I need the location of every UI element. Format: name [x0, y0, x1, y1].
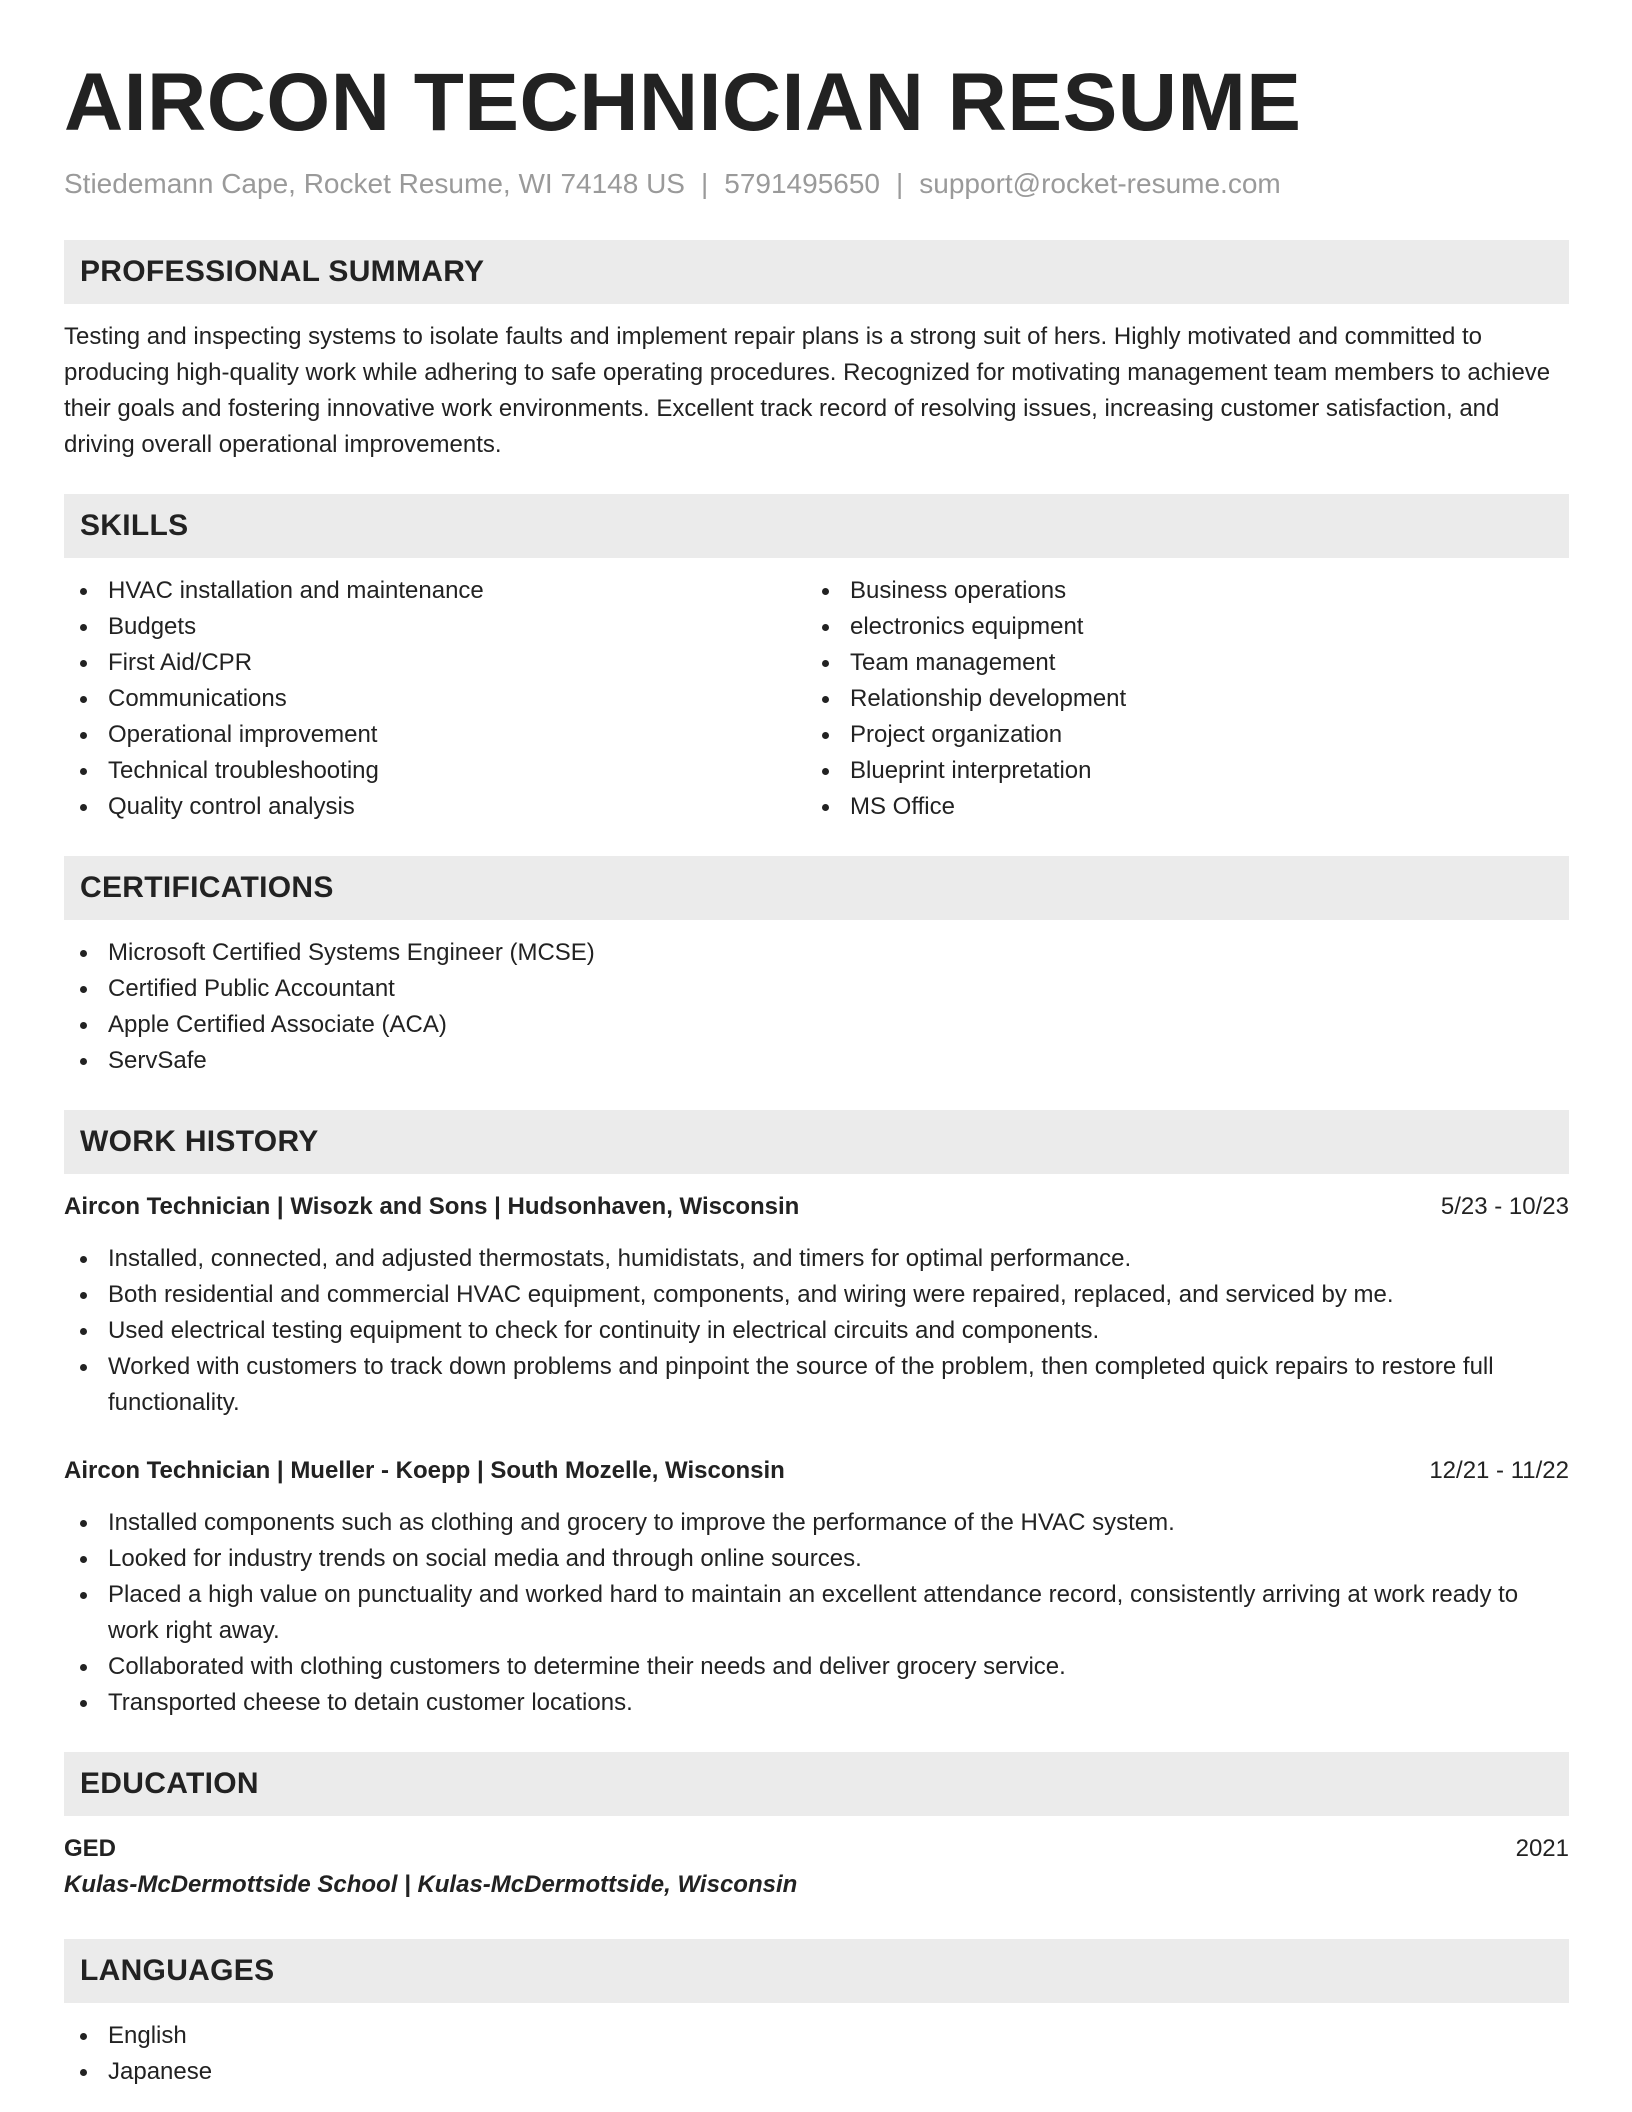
job-bullet: Installed, connected, and adjusted thermostats, humidistats, and timers for optimal performance.	[64, 1241, 1569, 1277]
certification-item: Apple Certified Associate (ACA)	[64, 1007, 1569, 1043]
skills-list-left	[64, 573, 806, 825]
job-bullet: Looked for industry trends on social media and through online sources.	[64, 1541, 1569, 1577]
resume-title: AIRCON TECHNICIAN RESUME	[64, 57, 1302, 148]
contact-line	[64, 168, 1569, 200]
education-school: Kulas-McDermottside School | Kulas-McDermottside, Wisconsin	[64, 1871, 798, 1898]
section-heading-education: EDUCATION	[64, 1752, 1569, 1816]
section-heading-summary: PROFESSIONAL SUMMARY	[64, 240, 1569, 304]
skill-item: Communications	[64, 681, 806, 717]
skills-section	[64, 494, 1569, 825]
job-entry	[64, 1453, 1569, 1721]
job-title: Aircon Technician | Wisozk and Sons | Hudsonhaven, Wisconsin	[64, 1193, 800, 1220]
job-bullet: Transported cheese to detain customer locations.	[64, 1685, 1569, 1721]
section-heading-certifications: CERTIFICATIONS	[64, 856, 1569, 920]
summary-section	[64, 240, 1569, 463]
job-header	[64, 1453, 1569, 1489]
skill-item: Operational improvement	[64, 717, 806, 753]
skill-item: Budgets	[64, 609, 806, 645]
work-history-section	[64, 1110, 1569, 1721]
section-heading-skills: SKILLS	[64, 494, 1569, 558]
certifications-section	[64, 856, 1569, 1079]
section-heading-work-history: WORK HISTORY	[64, 1110, 1569, 1174]
education-section	[64, 1752, 1569, 1903]
job-bullet: Collaborated with clothing customers to determine their needs and deliver grocery service.	[64, 1649, 1569, 1685]
skill-item: HVAC installation and maintenance	[64, 573, 806, 609]
certification-item: Microsoft Certified Systems Engineer (MCSE)	[64, 935, 1569, 971]
skill-item: Technical troubleshooting	[64, 753, 806, 789]
job-header	[64, 1189, 1569, 1225]
contact-address: Stiedemann Cape, Rocket Resume, WI 74148 US	[64, 168, 685, 199]
skill-item: First Aid/CPR	[64, 645, 806, 681]
skill-item: Project organization	[806, 717, 1548, 753]
education-year: 2021	[1515, 1835, 1569, 1862]
languages-section	[64, 1939, 1569, 2090]
certifications-list	[64, 935, 1569, 1079]
contact-email: support@rocket-resume.com	[919, 168, 1281, 199]
languages-list	[64, 2018, 1569, 2090]
job-entry	[64, 1189, 1569, 1421]
skill-item: Team management	[806, 645, 1548, 681]
certification-item: ServSafe	[64, 1043, 1569, 1079]
contact-phone: 5791495650	[724, 168, 880, 199]
job-bullet: Used electrical testing equipment to check for continuity in electrical circuits and components.	[64, 1313, 1569, 1349]
certification-item: Certified Public Accountant	[64, 971, 1569, 1007]
skill-item: Quality control analysis	[64, 789, 806, 825]
skill-item: MS Office	[806, 789, 1548, 825]
skill-item: Blueprint interpretation	[806, 753, 1548, 789]
section-heading-languages: LANGUAGES	[64, 1939, 1569, 2003]
job-dates: 12/21 - 11/22	[1429, 1457, 1569, 1484]
education-degree: GED	[64, 1835, 117, 1862]
job-bullet: Placed a high value on punctuality and worked hard to maintain an excellent attendance record, consistently arriving at work ready to work right away.	[64, 1577, 1569, 1649]
job-bullet: Worked with customers to track down problems and pinpoint the source of the problem, then completed quick repairs to restore full functionality.	[64, 1349, 1569, 1421]
education-header	[64, 1831, 1569, 1867]
job-bullet: Installed components such as clothing and grocery to improve the performance of the HVAC system.	[64, 1505, 1569, 1541]
contact-separator: |	[896, 168, 904, 199]
job-title: Aircon Technician | Mueller - Koepp | South Mozelle, Wisconsin	[64, 1457, 785, 1484]
job-dates: 5/23 - 10/23	[1440, 1193, 1569, 1220]
job-bullet: Both residential and commercial HVAC equipment, components, and wiring were repaired, replaced, and serviced by me.	[64, 1277, 1569, 1313]
job-bullets	[64, 1241, 1569, 1421]
skill-item: Business operations	[806, 573, 1548, 609]
skills-grid	[64, 573, 1569, 825]
language-item: Japanese	[64, 2054, 1569, 2090]
job-bullets	[64, 1505, 1569, 1721]
skill-item: Relationship development	[806, 681, 1548, 717]
skills-list-right	[806, 573, 1548, 825]
language-item: English	[64, 2018, 1569, 2054]
skill-item: electronics equipment	[806, 609, 1548, 645]
resume-page	[64, 0, 1569, 2090]
summary-text: Testing and inspecting systems to isolate faults and implement repair plans is a strong suit of hers. Highly motivated and committed to producing high-quality work while adhering to safe operating procedures. Recognized for motivating management team members to achieve their goals and fostering innovative work environments. Excellent track record of resolving issues, increasing customer satisfaction, and driving overall operational improvements.	[64, 323, 1551, 458]
contact-separator: |	[700, 168, 709, 199]
